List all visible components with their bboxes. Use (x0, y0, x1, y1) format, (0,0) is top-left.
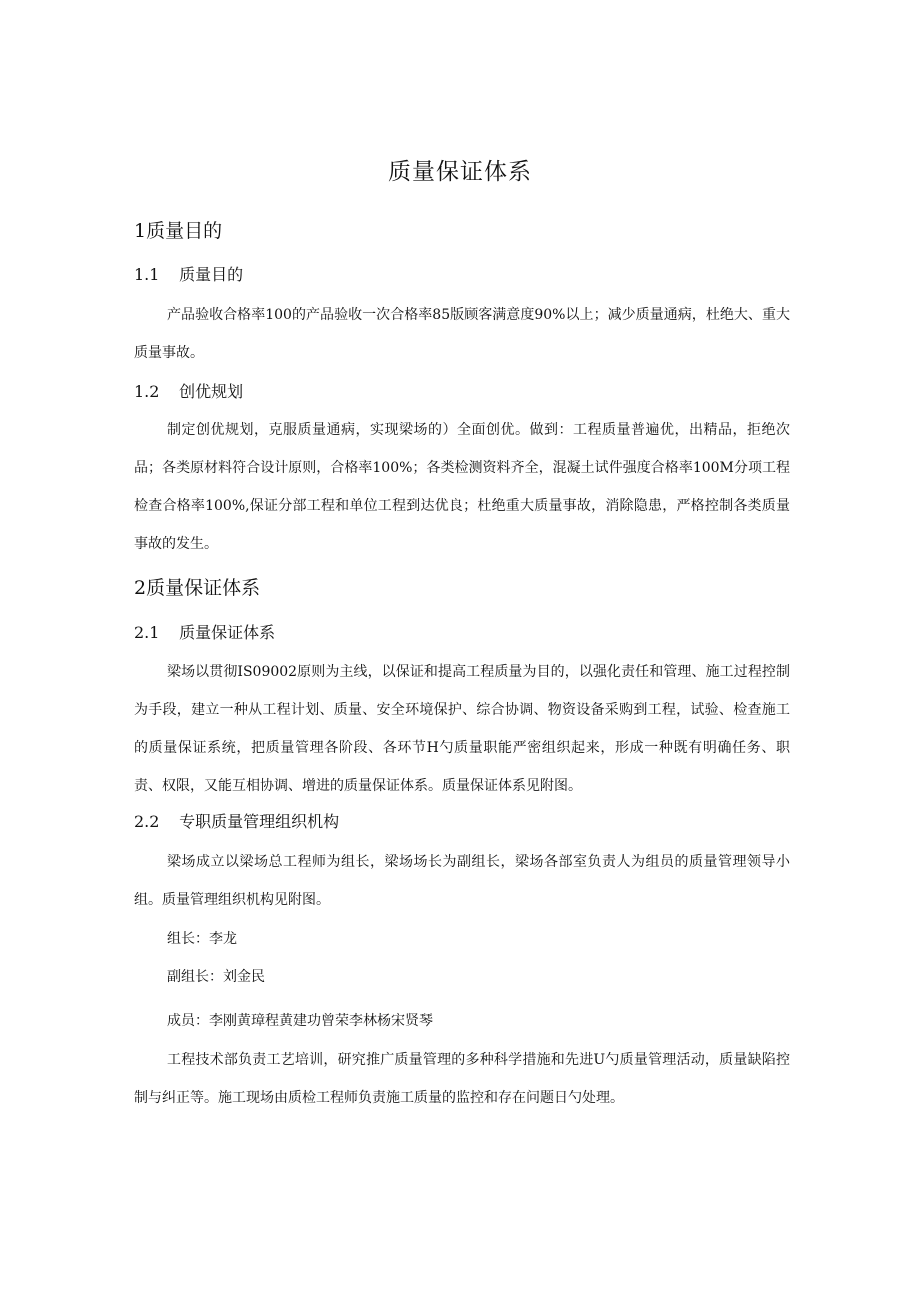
deputy-leader-line: 副组长：刘金民 (167, 969, 265, 985)
section-1-2-title: 创优规划 (179, 382, 244, 401)
group-leader-line: 组长：李龙 (167, 931, 237, 947)
section-2-heading: 2质量保证体系 (134, 577, 261, 599)
section-2-1-paragraph: 梁场以贯彻IS09002原则为主线，以保证和提高工程质量为目的，以强化责任和管理、施工过程控制为手段，建立一种从工程计划、质量、安全环境保护、综合协调、物资设备采购到工程，试验、检查施工的质量保证系统，把质量管理各阶段、各环节H勺质量职能严密组织起来，形成一种既有明确任务、职责、权限，又能互相协调、增进的质量保证体系。质量保证体系见附图。 (134, 664, 790, 794)
section-2-2-number: 2.2 (134, 812, 160, 831)
section-1-heading: 1质量目的 (134, 220, 223, 242)
section-2-1-number: 2.1 (134, 623, 160, 642)
section-1-2-number: 1.2 (134, 382, 160, 401)
section-2-2-paragraph-2: 工程技术部负责工艺培训，研究推广质量管理的多种科学措施和先进U勺质量管理活动，质量缺陷控制与纠正等。施工现场由质检工程师负责施工质量的监控和存在问题日勺处理。 (134, 1052, 790, 1106)
section-2-2-paragraph: 梁场成立以梁场总工程师为组长，梁场场长为副组长，梁场各部室负责人为组员的质量管理领导小组。质量管理组织机构见附图。 (134, 854, 790, 908)
section-1-1-number: 1.1 (134, 265, 160, 284)
section-1-1-title: 质量目的 (179, 265, 244, 284)
section-1-2-heading (134, 381, 243, 403)
section-2-2-title: 专职质量管理组织机构 (179, 812, 340, 831)
members-line: 成员：李刚黄璋程黄建功曾荣李林杨宋贤琴 (167, 1013, 433, 1029)
section-2-1-heading (134, 622, 275, 644)
section-2-2-heading (134, 811, 339, 833)
section-2-1-title: 质量保证体系 (179, 623, 276, 642)
document-title: 质量保证体系 (388, 159, 532, 185)
section-1-1-paragraph: 产品验收合格率100的产品验收一次合格率85版顾客满意度90%以上；减少质量通病，杜绝大、重大质量事故。 (134, 307, 790, 361)
section-1-1-heading (134, 264, 243, 286)
section-1-2-paragraph: 制定创优规划，克服质量通病，实现梁场的）全面创优。做到：工程质量普遍优，出精品，拒绝次品；各类原材料符合设计原则，合格率100%；各类检测资料齐全，混凝土试件强度合格率100M分项工程检查合格率100%,保证分部工程和单位工程到达优良；杜绝重大质量事故，消除隐患，严格控制各类质量事故的发生。 (134, 422, 790, 552)
